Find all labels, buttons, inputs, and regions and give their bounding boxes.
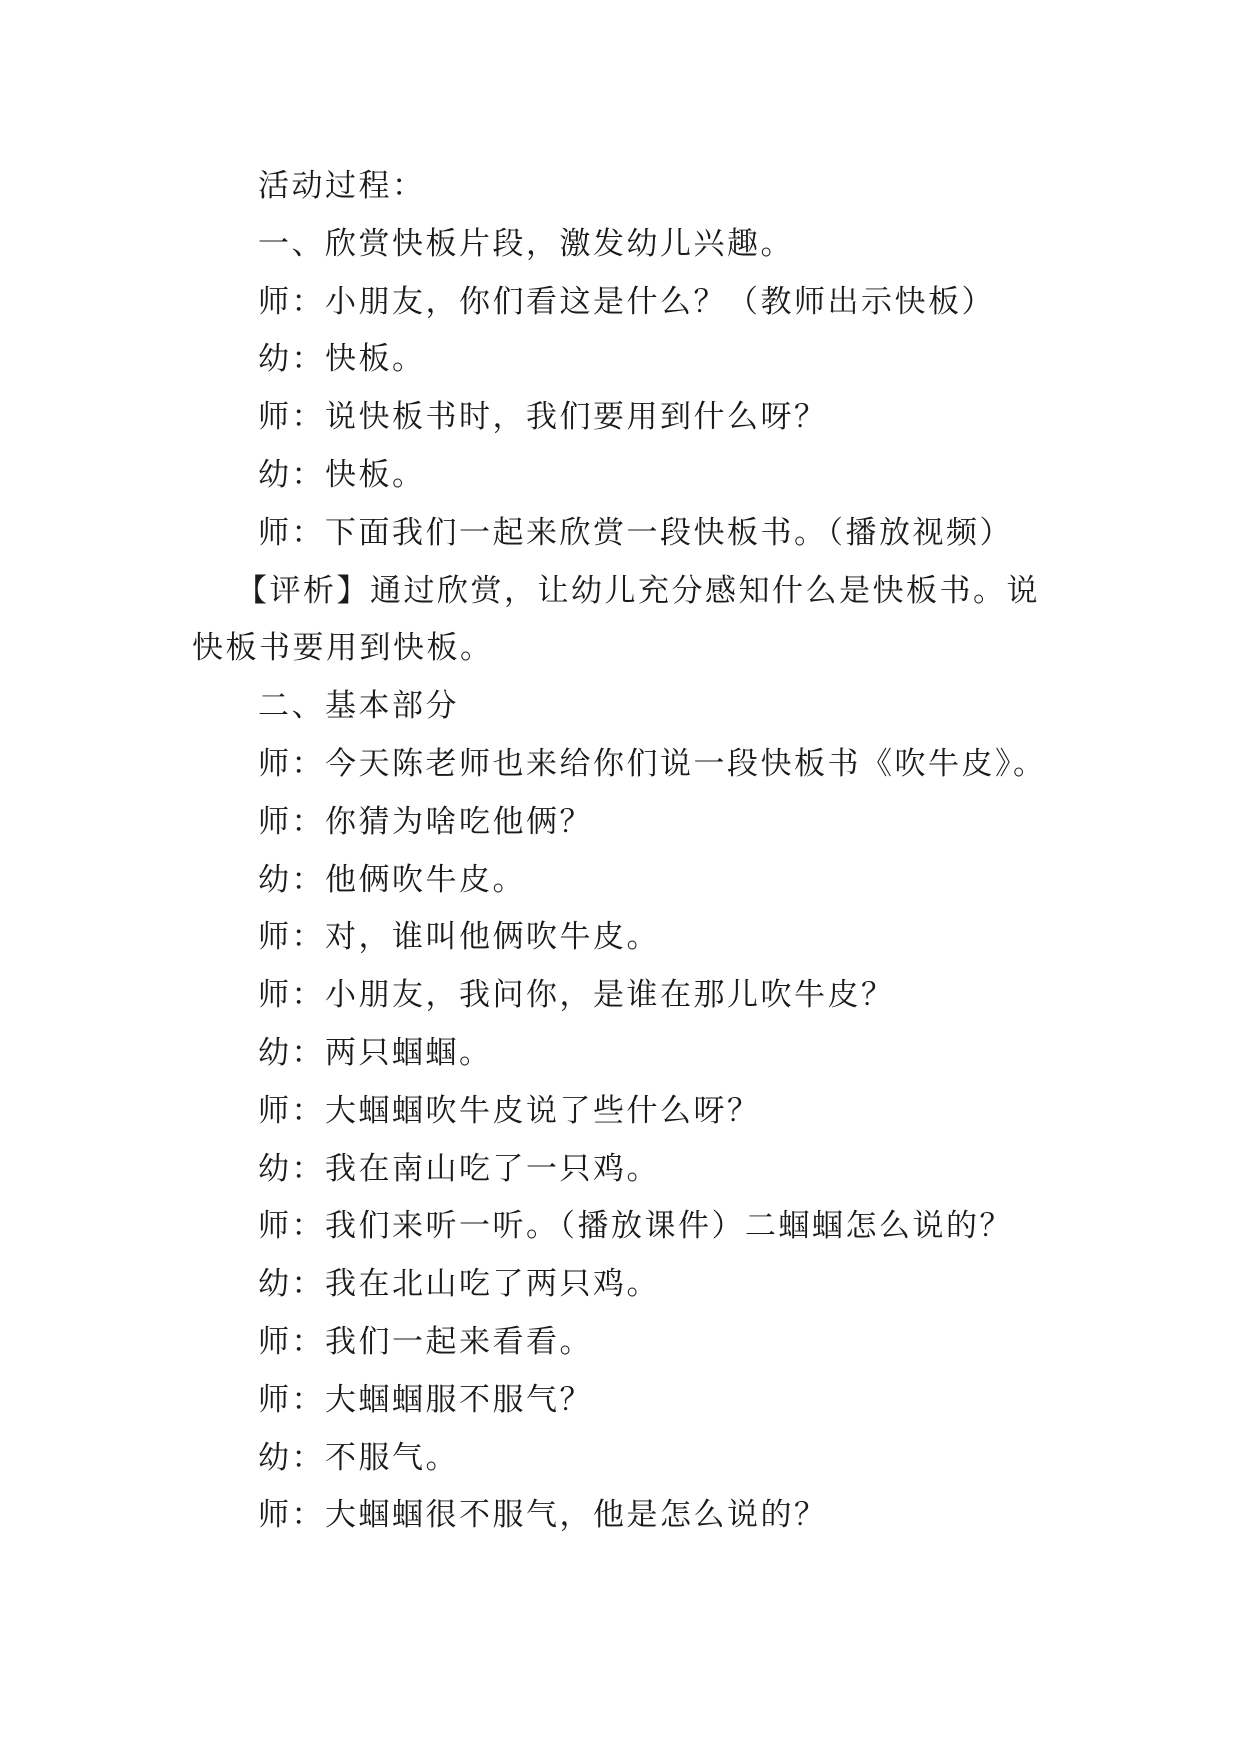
paragraph-commentary: 【评析】通过欣赏，让幼儿充分感知什么是快板书。说快板书要用到快板。: [192, 572, 1040, 667]
paragraph-activity-process: 活动过程：: [258, 168, 426, 204]
paragraph-dialogue: 师：我们一起来看看。: [258, 1323, 593, 1360]
paragraph-dialogue: 师：小朋友，我问你，是谁在那儿吹牛皮？: [258, 977, 895, 1014]
paragraph-dialogue: 师：说快板书时，我们要用到什么呀？: [258, 399, 828, 436]
paragraph-dialogue: 师：今天陈老师也来给你们说一段快板书《吹牛皮》。: [258, 745, 1047, 782]
paragraph-dialogue: 幼：两只蝈蝈。: [258, 1034, 493, 1071]
paragraph-dialogue: 幼：我在南山吃了一只鸡。: [258, 1150, 660, 1187]
paragraph-dialogue: 幼：不服气。: [258, 1439, 459, 1476]
paragraph-dialogue: 幼：快板。: [258, 341, 426, 378]
paragraph-section-two-heading: 二、基本部分: [258, 688, 459, 725]
paragraph-dialogue: 幼：我在北山吃了两只鸡。: [258, 1266, 660, 1303]
paragraph-dialogue: 幼：快板。: [258, 456, 426, 493]
paragraph-dialogue: 师：你猜为啥吃他俩？: [258, 803, 593, 840]
paragraph-dialogue: 师：下面我们一起来欣赏一段快板书。（播放视频）: [258, 514, 1013, 551]
paragraph-dialogue: 师：大蝈蝈很不服气，他是怎么说的？: [258, 1497, 828, 1534]
paragraph-dialogue: 师：大蝈蝈服不服气？: [258, 1381, 593, 1418]
paragraph-dialogue: 幼：他俩吹牛皮。: [258, 861, 526, 898]
paragraph-dialogue: 师：我们来听一听。（播放课件）二蝈蝈怎么说的？: [258, 1208, 1013, 1245]
paragraph-dialogue: 师：小朋友，你们看这是什么？（教师出示快板）: [258, 283, 995, 320]
paragraph-dialogue: 师：对，谁叫他俩吹牛皮。: [258, 919, 660, 956]
paragraph-section-one-heading: 一、欣赏快板片段，激发幼儿兴趣。: [258, 225, 794, 262]
paragraph-dialogue: 师：大蝈蝈吹牛皮说了些什么呀？: [258, 1092, 761, 1129]
document-body: [192, 158, 1054, 1545]
